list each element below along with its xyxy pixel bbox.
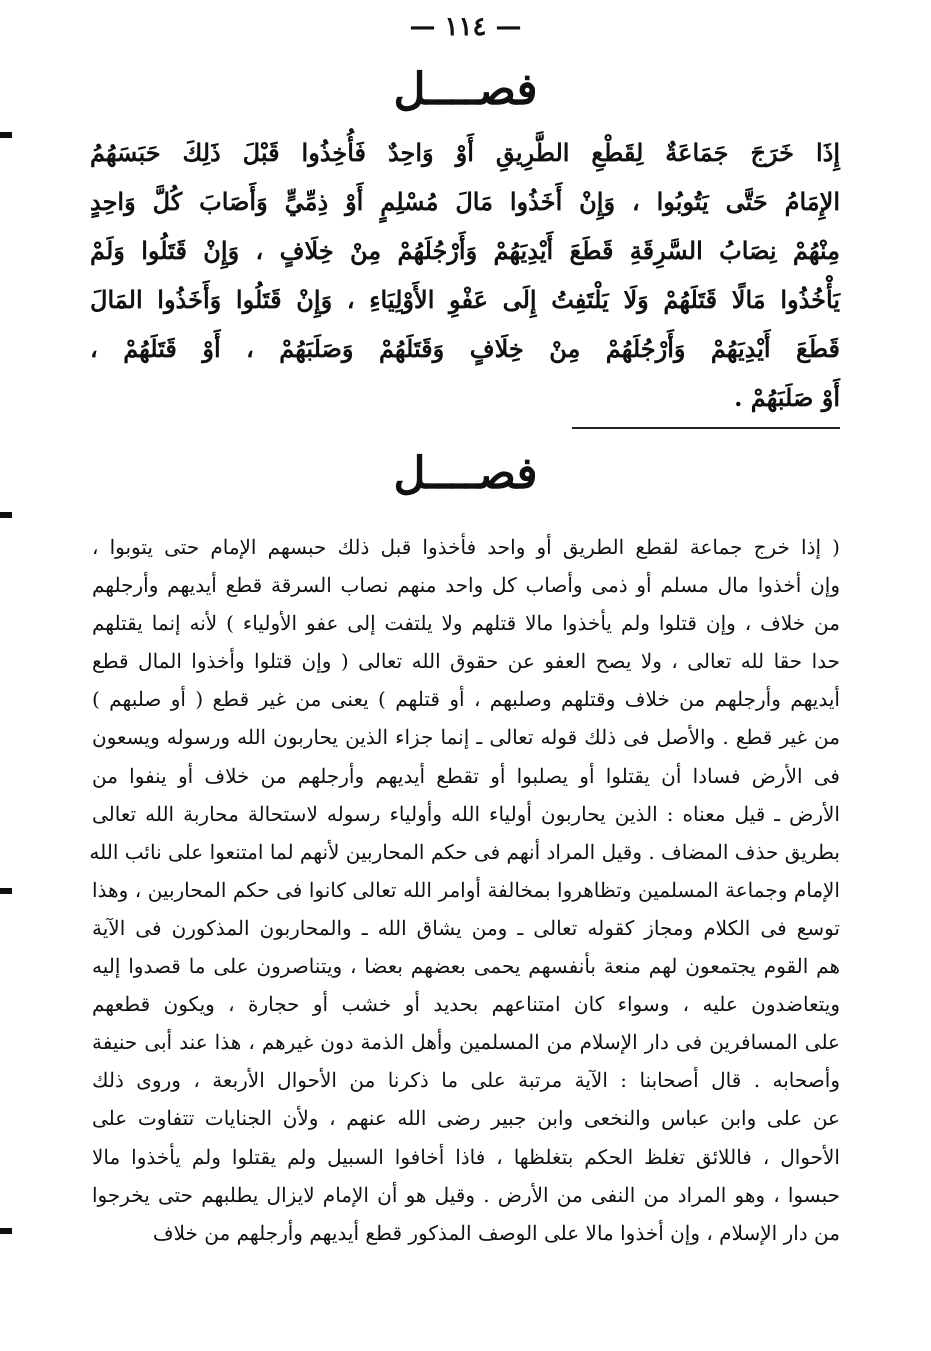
matn-line: قَطَعَ أَيْدِيَهُمْ وَأَرْجُلَهُمْ مِنْ خِلَافٍ وَقَتَلَهُمْ وَصَلَبَهُمْ ، أَوْ قَتَلَهُمْ ، bbox=[90, 334, 840, 363]
commentary-line: توسع فى الكلام ومجاز كقوله تعالى ـ ومن يشاق الله ـ والمحاربون المذكورن فى الآية bbox=[92, 915, 840, 940]
commentary-line: حبسوا ، وهو المراد من النفى من الأرض . وقيل هو أن الإمام لايزال يطلبهم حتى يخرجوا bbox=[92, 1182, 840, 1207]
commentary-line: هم القوم يجتمعون لهم منعة بأنفسهم يحمى بعضهم بعضا ، ويتناصرون على ما قصدوا إليه bbox=[92, 954, 840, 979]
commentary-line: ويتعاضدون عليه ، وسواء كان امتناعهم بحديد أو خشب أو حجارة ، ويكون قطعهم bbox=[92, 992, 840, 1017]
matn-line: مِنْهُمْ نِصَابُ السَّرِقَةِ قَطَعَ أَيْدِيَهُمْ وَأَرْجُلَهُمْ مِنْ خِلَافٍ ، وَإِنْ قَتَلُوا وَلَمْ bbox=[90, 236, 841, 265]
matn-line: الإِمَامُ حَتَّى يَتُوبُوا ، وَإِنْ أَخَذُوا مَالَ مُسْلِمٍ أَوْ ذِمِّيٍّ وَأَصَابَ كُلَّ وَاحِدٍ bbox=[90, 187, 840, 216]
commentary-text bbox=[89, 528, 840, 1252]
commentary-line: الأرض ـ قيل معناه : الذين يحاربون أولياء الله وأولياء رسوله لاستحالة محاربة الله تعالى bbox=[92, 801, 840, 826]
matn-line: يَأْخُذُوا مَالًا قَتَلَهُمْ وَلَا يَلْتَفِتُ إِلَى عَفْوِ الأَوْلِيَاءِ ، وَإِنْ قَتَلُوا وَأَخَذُوا المَالَ bbox=[90, 285, 840, 314]
commentary-line: ( إذا خرج جماعة لقطع الطريق أو واحد فأخذوا قبل ذلك حبسهم الإمام حتى يتوبوا ، bbox=[92, 535, 840, 559]
binding-mark bbox=[0, 512, 12, 518]
page-number: — ١١٤ — bbox=[409, 12, 522, 42]
commentary-line: الإمام وجماعة المسلمين وتظاهروا بمخالفة أوامر الله تعالى كانوا فى حكم المحاربين ، وهذا bbox=[92, 877, 840, 902]
commentary-line: من خلاف ، وإن قتلوا ولم يأخذوا مالا قتلهم ولا يلتفت إلى عفو الأولياء ) لأنه إنما يقتلهم bbox=[92, 611, 840, 636]
commentary-line: من غير قطع . والأصل فى ذلك قوله تعالى ـ إنما جزاء الذين يحاربون الله ورسوله ويسعون bbox=[92, 725, 840, 750]
commentary-line: بطريق حذف المضاف . وقيل المراد أنهم فى حكم المحاربين لأنهم لما امتنعوا على نائب الله bbox=[89, 839, 840, 864]
binding-mark bbox=[0, 1228, 12, 1234]
binding-mark bbox=[0, 888, 12, 894]
commentary-line: عن على وابن عباس والنخعى وابن جبير رضى الله عنهم ، ولأن الجنايات تتفاوت على bbox=[92, 1106, 840, 1131]
section-heading-commentary: فصــــل bbox=[393, 448, 538, 499]
matn-line: إِذَا خَرَجَ جَمَاعَةٌ لِقَطْعِ الطَّرِيقِ أَوْ وَاحِدٌ فَأُخِذُوا قَبْلَ ذَلِكَ حَبَسَهُمُ bbox=[90, 138, 840, 167]
commentary-line: أيديهم وأرجلهم من خلاف وقتلهم وصلبهم ، أو قتلهم ) يعنى من غير قطع ( أو صلبهم ) bbox=[92, 687, 840, 712]
commentary-line: فى الأرض فسادا أن يقتلوا أو يصلبوا أو تقطع أيديهم وأرجلهم من خلاف أو ينفوا من bbox=[92, 763, 840, 788]
commentary-line: وأصحابه . قال أصحابنا : الآية مرتبة على ما ذكرنا من الأحوال الأربعة ، وروى ذلك bbox=[92, 1068, 840, 1093]
section-divider bbox=[572, 427, 840, 429]
binding-mark bbox=[0, 132, 12, 138]
section-heading-matn: فصــــل bbox=[393, 64, 538, 115]
matn-text bbox=[90, 128, 840, 422]
matn-line: أَوْ صَلَبَهُمْ . bbox=[734, 383, 840, 412]
commentary-line: الأحوال ، فاللائق تغلظ الحكم بتغلظها ، فاذا أخافوا السبيل ولم يقتلوا ولم يأخذوا مالا bbox=[92, 1144, 840, 1169]
commentary-line: من دار الإسلام ، وإن أخذوا مالا على الوصف المذكور قطع أيديهم وأرجلهم من خلاف bbox=[152, 1220, 840, 1245]
commentary-line: حدا حقا لله تعالى ، ولا يصح العفو عن حقوق الله تعالى ( وإن قتلوا وأخذوا المال قطع bbox=[92, 649, 840, 674]
commentary-line: وإن أخذوا مال مسلم أو ذمى وأصاب كل واحد منهم نصاب السرقة قطع أيديهم وأرجلهم bbox=[92, 573, 840, 598]
commentary-line: على المسافرين فى دار الإسلام من المسلمين وأهل الذمة دون غيرهم ، هذا عند أبى حنيفة bbox=[92, 1030, 840, 1055]
